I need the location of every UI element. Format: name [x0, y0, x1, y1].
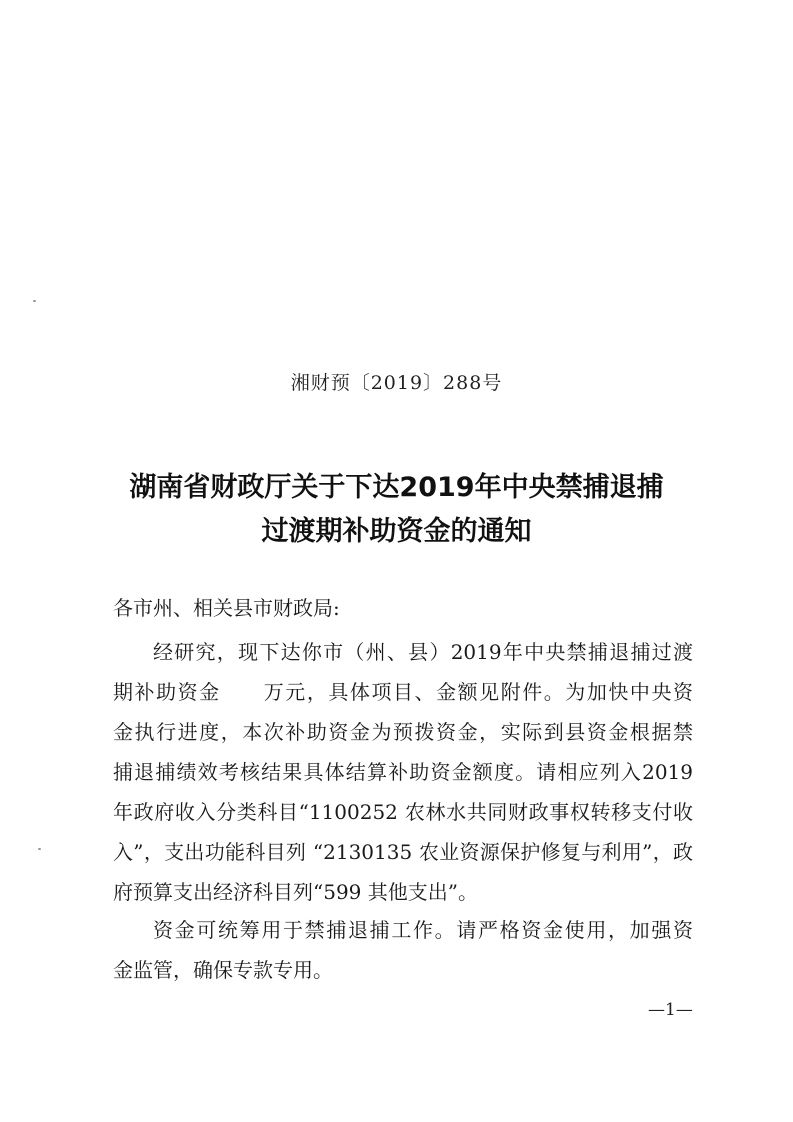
paragraph-line: 金监管，确保专款专用。	[113, 958, 333, 982]
document-title	[80, 466, 713, 554]
salutation: 各市州、相关县市财政局:	[113, 596, 340, 620]
paragraph-line: 年政府收入分类科目“1100252 农林水共同财政事权转移支付收	[113, 800, 693, 824]
body-paragraph-1	[113, 632, 693, 912]
scan-speck	[33, 300, 36, 302]
title-line: 湖南省财政厅关于下达2019年中央禁捕退捕	[129, 472, 664, 503]
paragraph-line: 期补助资金 万元，具体项目、金额见附件。为加快中央资	[113, 680, 693, 704]
paragraph-line: 经研究，现下达你市（州、县）2019年中央禁捕退捕过渡	[153, 640, 693, 664]
paragraph-line: 府预算支出经济科目列“599 其他支出”。	[113, 880, 478, 904]
title-line: 过渡期补助资金的通知	[261, 516, 532, 547]
scan-speck	[38, 848, 41, 850]
paragraph-line: 金执行进度，本次补助资金为预拨资金，实际到县资金根据禁	[113, 720, 693, 744]
paragraph-line: 入”，支出功能科目列 “2130135 农业资源保护修复与利用”，政	[113, 840, 693, 864]
paragraph-line: 捕退捕绩效考核结果具体结算补助资金额度。请相应列入2019	[113, 760, 693, 784]
document-number: 湘财预〔2019〕288号	[290, 372, 503, 394]
body-paragraph-2	[113, 910, 693, 990]
paragraph-line: 资金可统筹用于禁捕退捕工作。请严格资金使用，加强资	[153, 918, 693, 942]
page-number: —1—	[648, 1000, 693, 1020]
